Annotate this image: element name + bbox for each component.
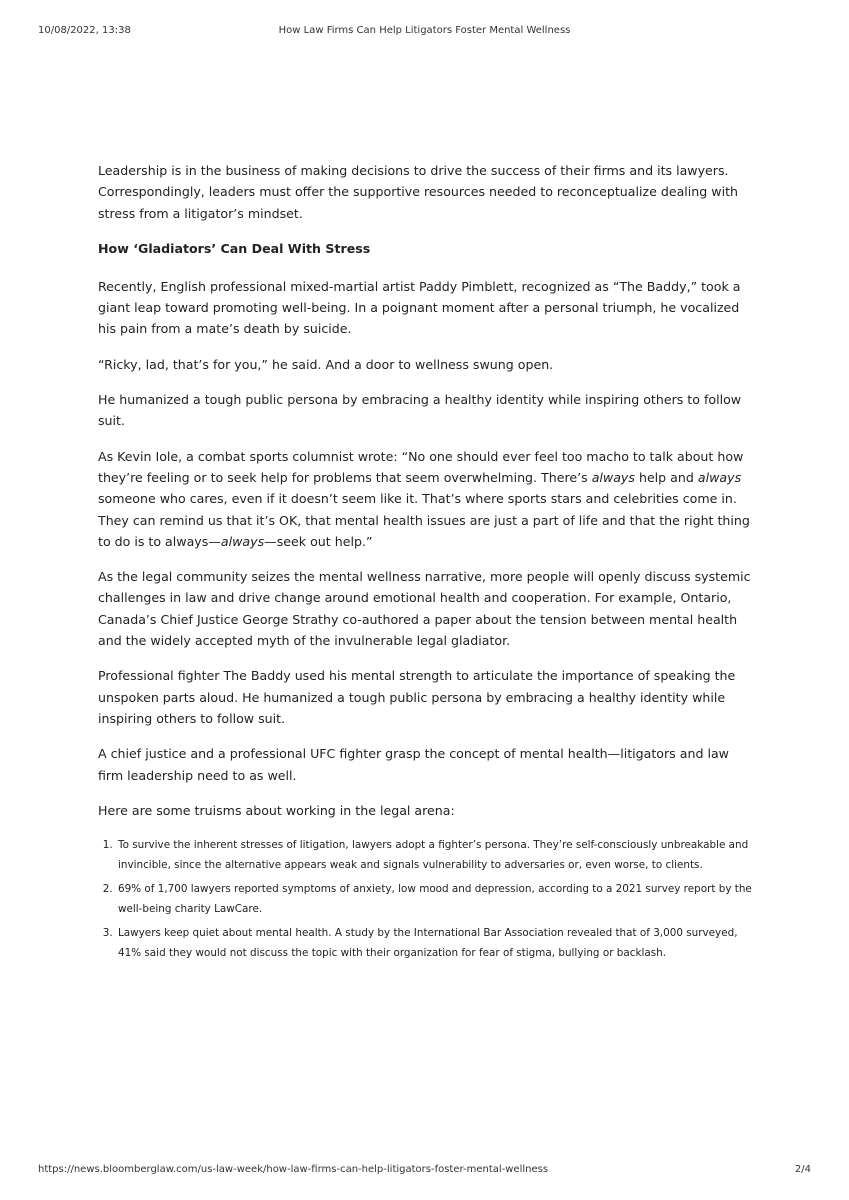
iole-text-4: —seek out help.” [264, 533, 373, 549]
print-datetime: 10/08/2022, 13:38 [38, 25, 131, 36]
iole-text-1: As Kevin Iole, a combat sports columnist wrote: “No one should ever feel too macho to talk about how they’re feeling or to seek help for problems that seem overwhelming. There’s [98, 448, 744, 485]
print-header [38, 25, 811, 39]
list-item: 1. To survive the inherent stresses of litigation, lawyers adopt a fighter’s persona. They’re self-consciously unbreakable and invincible, since the alternative appears weak and signals vulnerability to adversaries or, even worse, to clients. [116, 835, 758, 875]
iole-emphasis-1: always [591, 469, 635, 485]
quote-paragraph: “Ricky, lad, that’s for you,” he said. And a door to wellness swung open. [98, 356, 554, 372]
iole-emphasis-2: always [697, 469, 742, 485]
iole-text-3: someone who cares, even if it doesn’t seem like it. That’s where sports stars and celebrities come in. They can remind us that it’s OK, that mental health issues are just a part of life and that the right thing to do is to always— [98, 491, 750, 549]
legal-community-paragraph: As the legal community seizes the mental wellness narrative, more people will openly discuss systemic challenges in law and drive change around emotional health and cooperation. For example, Ontario, Canada’s Chief Justice George Strathy co-authored a paper about the tension between mental health and the widely accepted myth of the invulnerable legal gladiator. [98, 569, 751, 649]
print-footer [38, 1164, 811, 1178]
section-heading: How ‘Gladiators’ Can Deal With Stress [98, 240, 371, 256]
intro-paragraph: Leadership is in the business of making decisions to drive the success of their firms and its lawyers. Correspondingly, leaders must offer the supportive resources needed to reconceptualize dealing with stress from a litigator’s mindset. [98, 163, 738, 221]
iole-emphasis-3: always [220, 533, 265, 549]
page-number: 2/4 [794, 1164, 811, 1175]
print-url: https://news.bloomberglaw.com/us-law-week/how-law-firms-can-help-litigators-foster-mental-wellness [38, 1164, 549, 1175]
list-item: 3. Lawyers keep quiet about mental health. A study by the International Bar Association revealed that of 3,000 surveyed, 41% said they would not discuss the topic with their organization for fear of stigma, bullying or backlash. [116, 923, 758, 963]
baddy-paragraph: Professional fighter The Baddy used his mental strength to articulate the importance of speaking the unspoken parts aloud. He humanized a tough public persona by embracing a healthy identity while inspiring others to follow suit. [98, 668, 736, 726]
truisms-list [98, 835, 758, 963]
iole-text-2: help and [634, 469, 698, 485]
pimblett-paragraph: Recently, English professional mixed-martial artist Paddy Pimblett, recognized as “The Baddy,” took a giant leap toward promoting well-being. In a poignant moment after a personal triumph, he vocalized his pain from a mate’s death by suicide. [98, 278, 741, 337]
iole-quote-paragraph [98, 446, 758, 552]
chief-justice-paragraph: A chief justice and a professional UFC fighter grasp the concept of mental health—litigators and law firm leadership need to as well. [98, 746, 729, 783]
list-item: 2. 69% of 1,700 lawyers reported symptoms of anxiety, low mood and depression, according to a 2021 survey report by the well-being charity LawCare. [116, 879, 758, 919]
print-page-title: How Law Firms Can Help Litigators Foster Mental Wellness [278, 25, 571, 36]
persona-paragraph: He humanized a tough public persona by embracing a healthy identity while inspiring others to follow suit. [98, 392, 742, 429]
article-body [98, 160, 758, 967]
truisms-intro: Here are some truisms about working in the legal arena: [98, 802, 455, 818]
